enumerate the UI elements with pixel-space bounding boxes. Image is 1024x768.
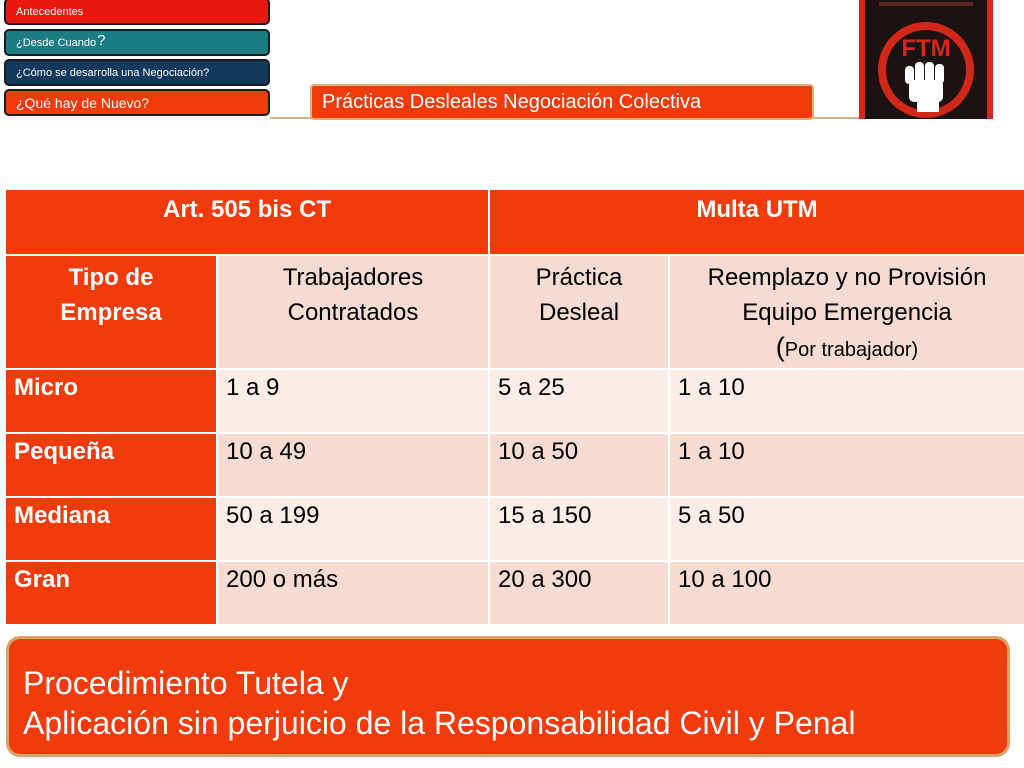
callout-line-2: Aplicación sin perjuicio de la Responsabilidad Civil y Penal [23,705,856,741]
cell-practica: 5 a 25 [489,369,669,433]
note-paren-close: ) [911,339,919,361]
cell-trabajadores: 50 a 199 [217,497,489,561]
subheader-line: Práctica [535,264,623,291]
table-row [5,497,1024,561]
nav-que-hay-de-nuevo-button[interactable] [4,89,270,116]
cell-reemplazo: 1 a 10 [669,433,1024,497]
slide-title-text: Prácticas Desleales Negociación Colectiva [322,90,702,113]
table-row [5,369,1024,433]
cell-trabajadores: 200 o más [217,561,489,625]
subheader-reemplazo [669,255,1024,369]
cell-trabajadores: 10 a 49 [217,433,489,497]
cell-practica: 10 a 50 [489,433,669,497]
cell-tipo: Micro [5,369,217,433]
cell-reemplazo: 5 a 50 [669,497,1024,561]
nav-antecedentes-button[interactable] [4,0,270,25]
subheader-line: Trabajadores [282,264,424,291]
cell-trabajadores: 1 a 9 [217,369,489,433]
table-row [5,433,1024,497]
subheader-line: Equipo Emergencia [742,299,952,326]
ftm-logo [859,0,993,119]
cell-reemplazo: 10 a 100 [669,561,1024,625]
cell-tipo: Pequeña [5,433,217,497]
subheader-line: Contratados [287,299,419,326]
subheader-line: Desleal [538,299,620,326]
nav-negociacion-button[interactable] [4,59,270,86]
subheader-tipo-empresa [5,255,217,369]
header-art-505: Art. 505 bis CT [5,189,489,255]
callout-line-1: Procedimiento Tutela y [23,665,349,701]
note-por-trabajador: Por trabajador [784,339,912,361]
subheader-practica-desleal [489,255,669,369]
nav-label: ¿Cómo se desarrolla una Negociación? [16,66,210,79]
cell-practica: 20 a 300 [489,561,669,625]
subheader-line: Tipo de [68,264,154,291]
raised-fist-icon [865,0,987,119]
cell-reemplazo: 1 a 10 [669,369,1024,433]
note-paren-open: ( [775,332,785,362]
table-row [5,561,1024,625]
logo-text: FTM [901,35,951,62]
bottom-callout [6,636,1010,757]
nav-label: Antecedentes [16,5,84,18]
subheader-line: Empresa [60,299,162,326]
nav-desde-cuando-button[interactable] [4,29,270,56]
subheader-line: Reemplazo y no Provisión [707,264,987,291]
cell-practica: 15 a 150 [489,497,669,561]
nav-label: ¿Qué hay de Nuevo? [16,94,150,111]
nav-label: ¿Desde Cuando [16,36,97,49]
penalty-table [4,188,1024,626]
subheader-trabajadores [217,255,489,369]
header-multa-utm: Multa UTM [489,189,1024,255]
cell-tipo: Mediana [5,497,217,561]
nav-label-suffix: ? [97,32,106,49]
cell-tipo: Gran [5,561,217,625]
slide-title [310,84,814,120]
